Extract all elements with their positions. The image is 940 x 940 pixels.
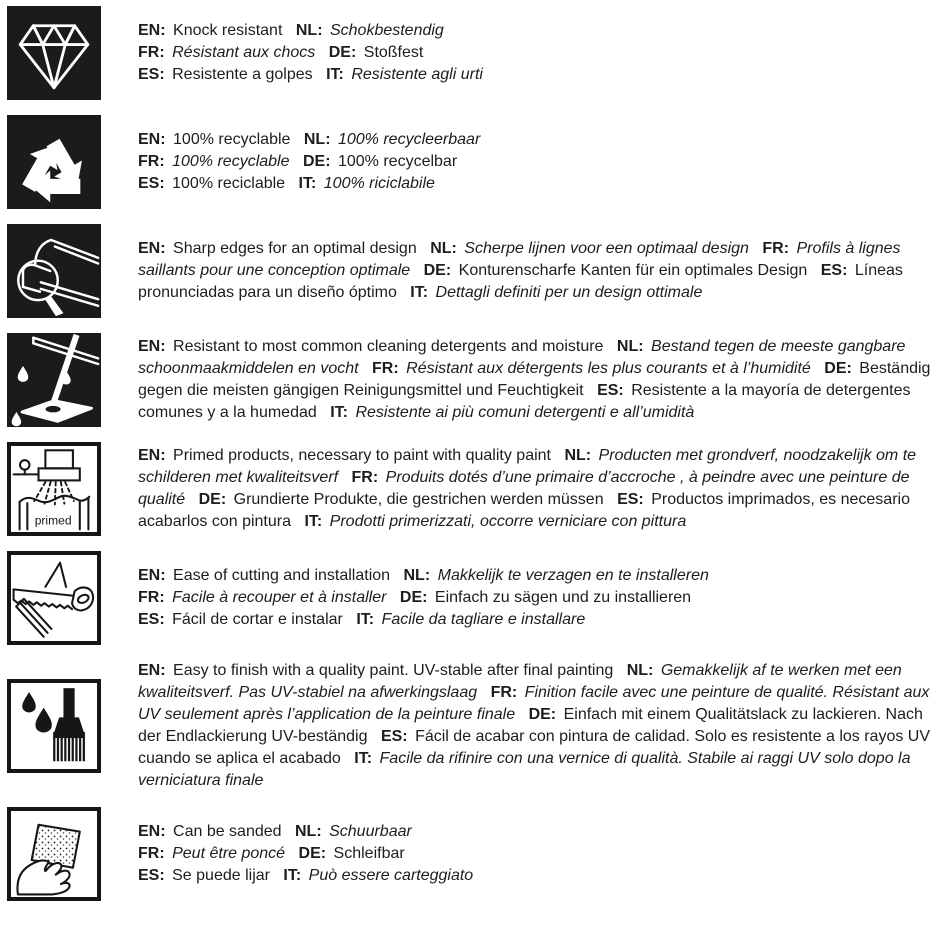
feature-text: Prodotti primerizzati, occorre verniciare con pittura	[329, 513, 687, 530]
language-label: IT:	[283, 867, 302, 884]
feature-text: Fácil de acabar con pintura de calidad. Solo es resistente a los rayos UV cuando se aplica el acabado	[138, 728, 931, 767]
diamond-icon	[7, 6, 101, 100]
lang-segment-en	[138, 131, 290, 148]
lang-segment-nl	[304, 131, 480, 148]
feature-row	[7, 807, 940, 901]
language-label: FR:	[138, 44, 165, 61]
saw-icon	[7, 551, 101, 645]
lang-segment-de	[199, 491, 604, 508]
feature-text: Makkelijk te verzagen en te installeren	[437, 567, 709, 584]
lang-segment-nl	[295, 823, 412, 840]
feature-text: Facile à recouper et à installer	[172, 589, 387, 606]
feature-text-block	[138, 129, 938, 195]
language-label: IT:	[354, 750, 373, 767]
primed-label: primed	[34, 513, 72, 528]
feature-text: Finition facile avec une peinture de qualité. Résistant aux UV seulement après l’application de la peinture finale	[138, 684, 930, 723]
lang-segment-de	[400, 589, 691, 606]
language-label: DE:	[528, 706, 557, 723]
lang-segment-it	[330, 404, 694, 421]
feature-row	[7, 551, 940, 645]
feature-text: Konturenscharfe Kanten für ein optimales Design	[458, 262, 808, 279]
language-label: EN:	[138, 22, 166, 39]
language-label: IT:	[298, 175, 317, 192]
lang-segment-it	[410, 284, 702, 301]
language-label: ES:	[380, 728, 408, 745]
language-label: NL:	[295, 22, 323, 39]
feature-text: Facile da rifinire con una vernice di qualità. Stabile ai raggi UV solo dopo la verniciatura finale	[138, 750, 911, 789]
feature-text: Productos imprimados, es necesario acabarlos con pintura	[138, 491, 910, 530]
feature-text: Schuurbaar	[329, 823, 412, 840]
language-label: IT:	[330, 404, 349, 421]
feature-text: 100% reciclable	[172, 175, 286, 192]
feature-text: Einfach mit einem Qualitätslack zu lackieren. Nach der Endlackierung UV-beständig	[138, 706, 923, 745]
language-label: IT:	[410, 284, 429, 301]
feature-text: Résistant aux chocs	[172, 44, 316, 61]
paint-brush-icon	[7, 679, 101, 773]
lang-segment-es	[138, 175, 285, 192]
language-label: NL:	[626, 662, 654, 679]
language-label: DE:	[198, 491, 227, 508]
feature-text: Scherpe lijnen voor een optimaal design	[464, 240, 749, 257]
lang-segment-fr	[138, 845, 285, 862]
language-label: FR:	[762, 240, 790, 257]
feature-text: Resistant to most common cleaning detergents and moisture	[173, 338, 604, 355]
language-label: ES:	[138, 611, 165, 628]
lang-segment-en	[138, 22, 282, 39]
feature-text: Producten met grondverf, noodzakelijk om te schilderen met kwaliteitsverf	[138, 447, 917, 486]
lang-segment-nl	[404, 567, 709, 584]
language-label: NL:	[295, 823, 322, 840]
language-label: DE:	[298, 845, 327, 862]
language-label: ES:	[820, 262, 848, 279]
lang-segment-de	[424, 262, 808, 279]
feature-text: Einfach zu sägen und zu installieren	[434, 589, 692, 606]
feature-row	[7, 6, 940, 100]
language-label: IT:	[326, 66, 344, 83]
feature-text: Sharp edges for an optimal design	[173, 240, 417, 257]
lang-segment-it	[299, 175, 435, 192]
lang-segment-fr	[138, 589, 386, 606]
feature-text: Profils à lignes saillants pour une conception optimale	[138, 240, 901, 279]
feature-row	[7, 660, 940, 792]
language-label: EN:	[138, 447, 166, 464]
lang-segment-en	[138, 567, 390, 584]
feature-text: Can be sanded	[173, 823, 282, 840]
feature-text: Ease of cutting and installation	[173, 567, 391, 584]
lang-segment-nl	[296, 22, 444, 39]
language-label: DE:	[824, 360, 852, 377]
feature-text-block	[138, 821, 938, 887]
lang-segment-en	[138, 338, 603, 355]
language-label: FR:	[138, 589, 165, 606]
lang-segment-fr	[138, 153, 290, 170]
feature-row	[7, 442, 940, 536]
feature-text: Schokbestendig	[329, 22, 444, 39]
language-label: EN:	[138, 823, 166, 840]
feature-row	[7, 224, 940, 318]
feature-text: Primed products, necessary to paint with quality paint	[173, 447, 551, 464]
feature-text-block	[138, 445, 938, 533]
feature-text: Può essere carteggiato	[308, 867, 474, 884]
language-label: NL:	[303, 131, 331, 148]
feature-text: Facile da tagliare e installare	[381, 611, 586, 628]
language-label: ES:	[138, 66, 165, 83]
language-label: DE:	[423, 262, 452, 279]
lang-segment-es	[138, 867, 270, 884]
feature-text-block	[138, 660, 938, 792]
language-label: IT:	[356, 611, 375, 628]
mop-icon	[7, 333, 101, 427]
lang-segment-de	[329, 44, 424, 61]
feature-text: 100% recyclable	[172, 153, 290, 170]
feature-row	[7, 333, 940, 427]
lang-segment-es	[138, 611, 343, 628]
lang-segment-es	[138, 66, 313, 83]
language-label: FR:	[351, 469, 379, 486]
feature-text: Resistente ai più comuni detergenti e all’umidità	[355, 404, 695, 421]
language-label: EN:	[138, 240, 166, 257]
feature-text: Resistente agli urti	[351, 66, 483, 83]
lang-segment-en	[138, 823, 282, 840]
lang-segment-de	[303, 153, 457, 170]
lang-segment-nl	[430, 240, 749, 257]
feature-text: Fácil de cortar e instalar	[172, 611, 343, 628]
language-label: ES:	[597, 382, 624, 399]
feature-list	[7, 6, 940, 901]
feature-text: Bestand tegen de meeste gangbare schoonmaakmiddelen en vocht	[138, 338, 906, 377]
language-label: IT:	[304, 513, 323, 530]
feature-text-block	[138, 565, 938, 631]
language-label: ES:	[617, 491, 644, 508]
language-label: DE:	[399, 589, 428, 606]
language-label: NL:	[430, 240, 457, 257]
language-label: EN:	[138, 131, 166, 148]
feature-text: Líneas pronunciadas para un diseño óptimo	[138, 262, 903, 301]
feature-text: Resistente a la mayoría de detergentes comunes y a la humedad	[138, 382, 911, 421]
primed-icon	[7, 442, 101, 536]
lang-segment-it	[356, 611, 585, 628]
feature-text: Grundierte Produkte, die gestrichen werden müssen	[233, 491, 604, 508]
language-label: DE:	[328, 44, 357, 61]
language-label: FR:	[372, 360, 399, 377]
feature-text: Knock resistant	[173, 22, 283, 39]
lang-segment-en	[138, 240, 417, 257]
feature-row	[7, 115, 940, 209]
feature-text: Se puede lijar	[172, 867, 270, 884]
lang-segment-it	[283, 867, 473, 884]
language-label: EN:	[138, 338, 166, 355]
language-label: NL:	[616, 338, 644, 355]
language-label: FR:	[490, 684, 518, 701]
feature-text-block	[138, 238, 938, 304]
language-label: FR:	[138, 845, 165, 862]
lang-segment-it	[326, 66, 483, 83]
feature-text: Dettagli definiti per un design ottimale	[435, 284, 703, 301]
language-label: ES:	[138, 867, 165, 884]
feature-text: 100% recycelbar	[337, 153, 458, 170]
feature-text: Easy to finish with a quality paint. UV-stable after final painting	[173, 662, 614, 679]
feature-text: Gemakkelijk af te werken met een kwaliteitsverf. Pas UV-stabiel na afwerkingslaag	[138, 662, 902, 701]
feature-text-block	[138, 336, 938, 424]
feature-text: 100% recyclable	[173, 131, 291, 148]
feature-text: Peut être poncé	[172, 845, 286, 862]
feature-text: 100% riciclabile	[323, 175, 435, 192]
feature-text: Résistant aux détergents les plus courants et à l’humidité	[406, 360, 811, 377]
feature-text: 100% recycleerbaar	[337, 131, 481, 148]
feature-text-block	[138, 20, 938, 86]
lang-segment-fr	[372, 360, 811, 377]
language-label: NL:	[564, 447, 592, 464]
feature-text: Beständig gegen die meisten gängigen Reinigungsmittel und Feuchtigkeit	[138, 360, 931, 399]
lang-segment-fr	[138, 44, 315, 61]
sharp-edges-icon	[7, 224, 101, 318]
sanding-hand-icon	[7, 807, 101, 901]
language-label: FR:	[138, 153, 165, 170]
recycle-icon	[7, 115, 101, 209]
feature-text: Stoßfest	[363, 44, 424, 61]
lang-segment-en	[138, 662, 613, 679]
feature-text: Schleifbar	[333, 845, 405, 862]
language-label: ES:	[138, 175, 165, 192]
language-label: DE:	[302, 153, 331, 170]
language-label: EN:	[138, 567, 166, 584]
language-label: EN:	[138, 662, 166, 679]
feature-text: Produits dotés d’une primaire d’accroche , à peindre avec une peinture de qualité	[138, 469, 910, 508]
lang-segment-en	[138, 447, 551, 464]
lang-segment-it	[304, 513, 686, 530]
feature-text: Resistente a golpes	[172, 66, 313, 83]
lang-segment-de	[299, 845, 405, 862]
language-label: NL:	[403, 567, 431, 584]
